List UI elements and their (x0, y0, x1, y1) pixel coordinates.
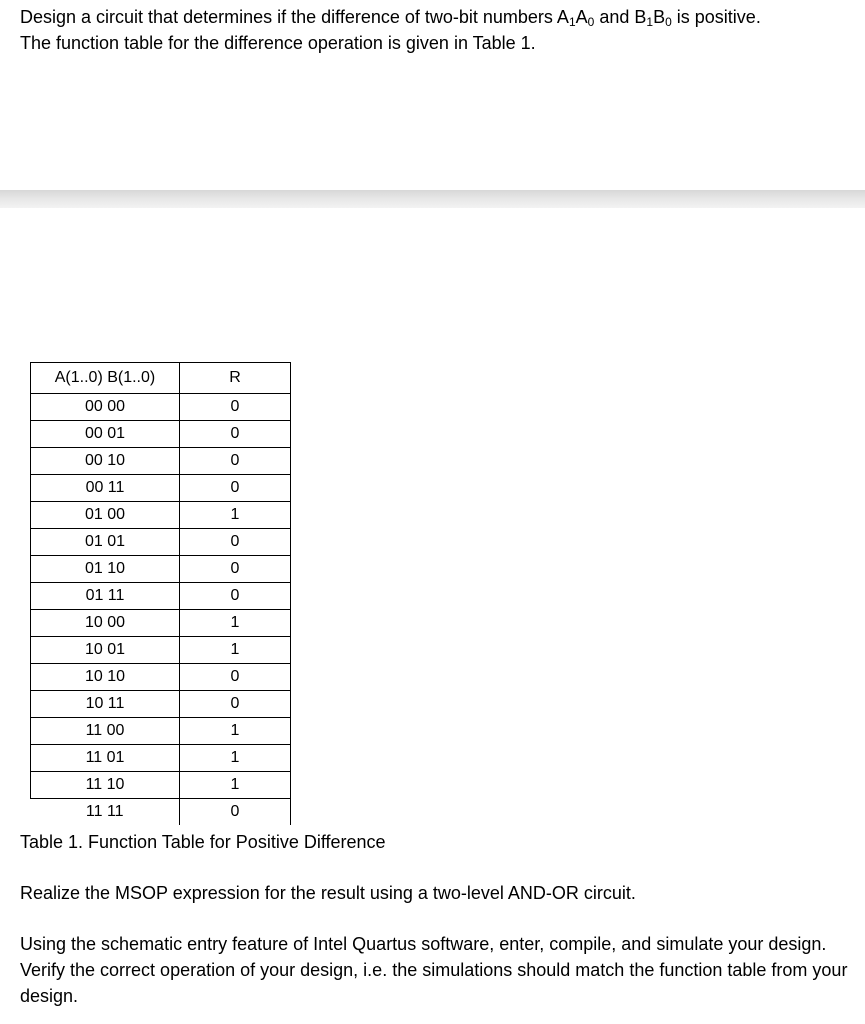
problem-statement (20, 4, 860, 56)
cell-r: 0 (180, 583, 291, 610)
cell-ab: 01 00 (31, 502, 180, 529)
table-row (31, 502, 291, 529)
problem-text-c: is positive. (671, 7, 761, 27)
subscript-a0: 0 (587, 15, 595, 29)
cell-ab: 11 11 (31, 799, 180, 826)
table-row (31, 610, 291, 637)
table-row (31, 556, 291, 583)
section-divider (0, 190, 865, 208)
cell-ab: 10 01 (31, 637, 180, 664)
table-row (31, 637, 291, 664)
cell-r: 1 (180, 718, 291, 745)
table-row (31, 529, 291, 556)
cell-ab: 01 10 (31, 556, 180, 583)
table-row (31, 664, 291, 691)
cell-r: 1 (180, 610, 291, 637)
table-caption: Table 1. Function Table for Positive Difference (20, 832, 386, 852)
problem-line-2: The function table for the difference operation is given in Table 1. (20, 33, 536, 53)
header-r: R (180, 363, 291, 394)
var-b0: B (653, 7, 666, 27)
cell-ab: 10 11 (31, 691, 180, 718)
table-row (31, 421, 291, 448)
cell-r: 0 (180, 664, 291, 691)
cell-r: 1 (180, 637, 291, 664)
table-row (31, 718, 291, 745)
cell-ab: 00 11 (31, 475, 180, 502)
cell-ab: 10 00 (31, 610, 180, 637)
subscript-a1: 1 (568, 15, 576, 29)
header-ab: A(1..0) B(1..0) (31, 363, 180, 394)
cell-ab: 10 10 (31, 664, 180, 691)
cell-r: 0 (180, 448, 291, 475)
cell-r: 0 (180, 421, 291, 448)
cell-ab: 00 01 (31, 421, 180, 448)
cell-ab: 00 00 (31, 394, 180, 421)
cell-r: 0 (180, 691, 291, 718)
problem-text-b: and B (594, 7, 647, 27)
cell-r: 0 (180, 799, 291, 826)
table-row (31, 745, 291, 772)
subscript-b0: 0 (665, 15, 672, 29)
quartus-instruction: Using the schematic entry feature of Intel Quartus software, enter, compile, and simulate your design. Verify the correct operation of your design, i.e. the simulations should match the function table from your design. (20, 934, 848, 1006)
table-row (31, 691, 291, 718)
msop-instruction: Realize the MSOP expression for the result using a two-level AND-OR circuit. (20, 883, 636, 903)
cell-ab: 00 10 (31, 448, 180, 475)
subscript-b1: 1 (646, 15, 654, 29)
cell-r: 0 (180, 529, 291, 556)
cell-ab: 11 01 (31, 745, 180, 772)
table-row (31, 799, 291, 826)
cell-r: 0 (180, 394, 291, 421)
cell-r: 1 (180, 772, 291, 799)
cell-r: 1 (180, 745, 291, 772)
cell-ab: 01 01 (31, 529, 180, 556)
cell-ab: 11 00 (31, 718, 180, 745)
table-row (31, 394, 291, 421)
table-row (31, 583, 291, 610)
table-row (31, 448, 291, 475)
cell-r: 0 (180, 556, 291, 583)
table-row (31, 475, 291, 502)
problem-text-a: Design a circuit that determines if the difference of two-bit numbers A (20, 7, 569, 27)
cell-r: 0 (180, 475, 291, 502)
function-table (30, 362, 291, 825)
cell-r: 1 (180, 502, 291, 529)
table-row (31, 772, 291, 799)
table-header-row (31, 363, 291, 394)
problem-line-1 (20, 4, 860, 30)
cell-ab: 01 11 (31, 583, 180, 610)
cell-ab: 11 10 (31, 772, 180, 799)
var-a0: A (575, 7, 588, 27)
